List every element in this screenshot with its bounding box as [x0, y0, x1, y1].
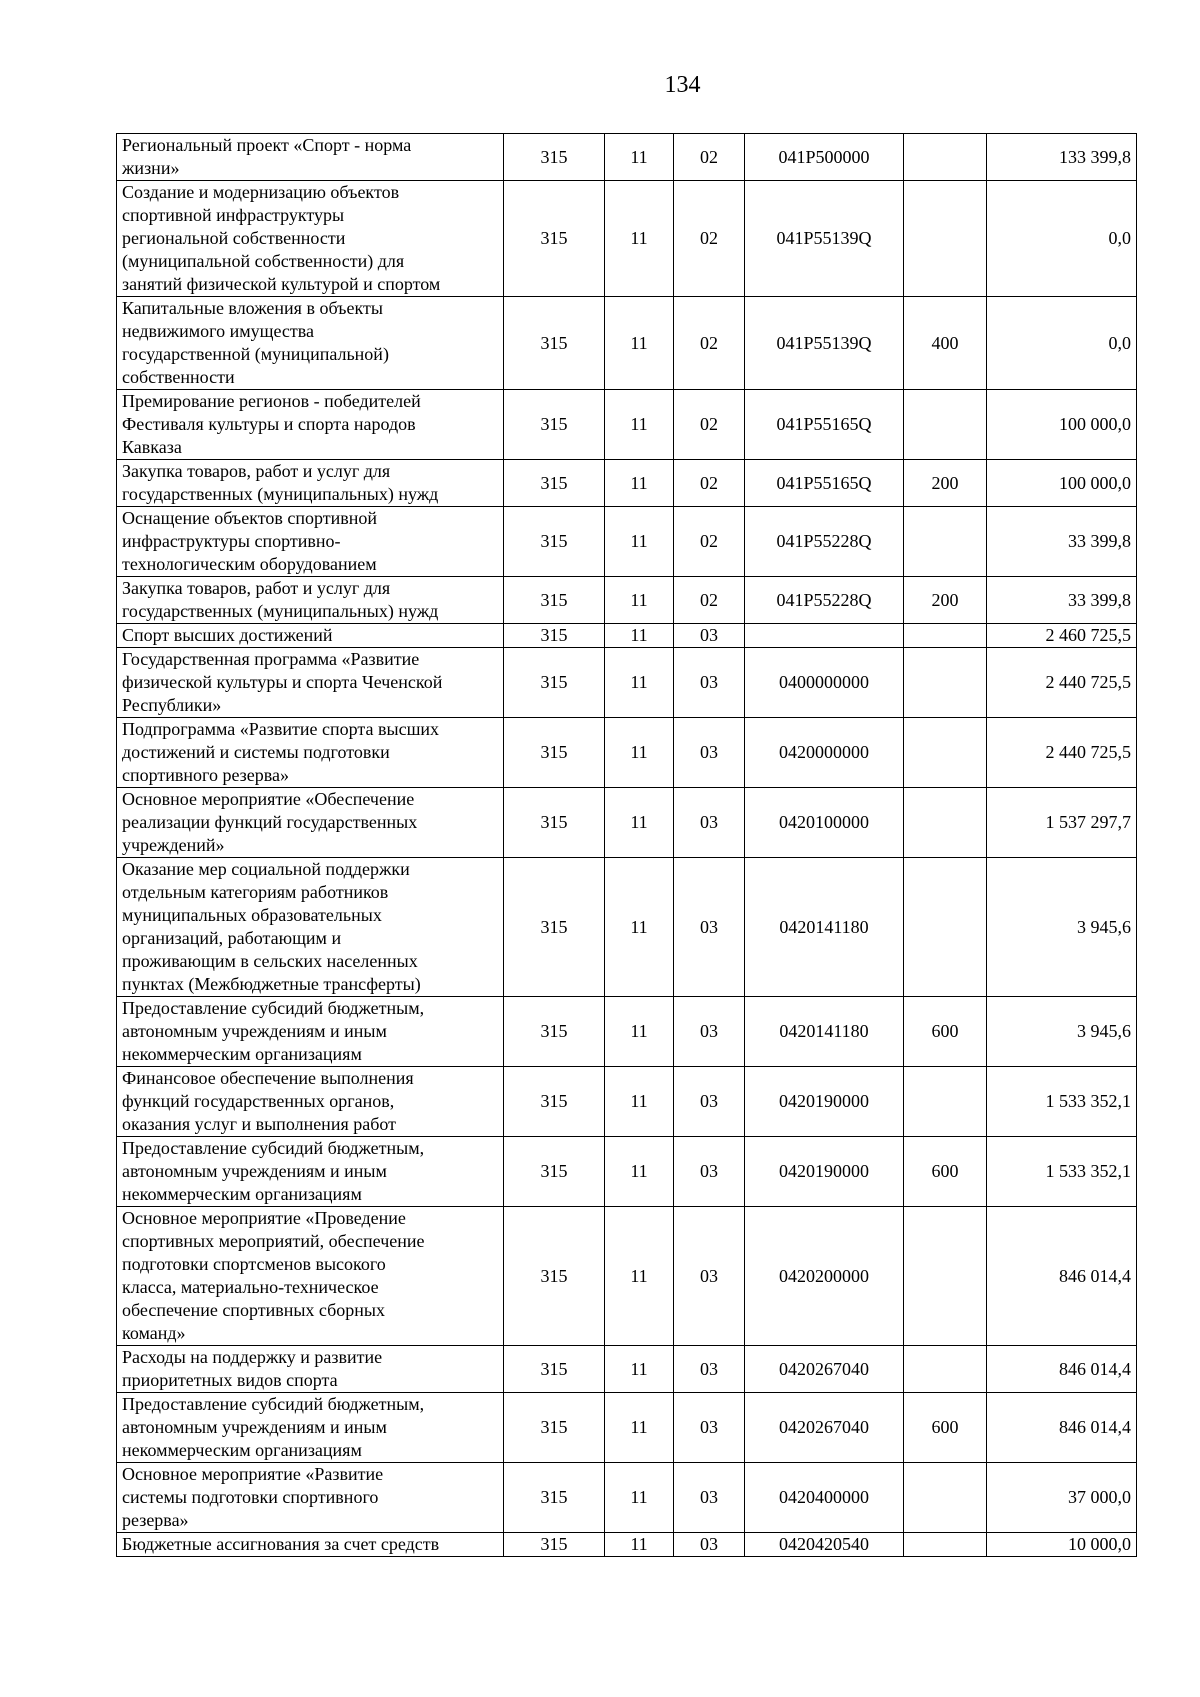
ministry-code-cell: 315: [504, 858, 605, 997]
target-item-code-cell: 041P55228Q: [745, 577, 904, 624]
expense-type-code-cell: [904, 858, 987, 997]
expense-type-code-cell: [904, 1533, 987, 1557]
table-row: [117, 181, 1137, 297]
table-row: [117, 624, 1137, 648]
section-code-cell: 11: [605, 507, 674, 577]
target-item-code-cell: 041P500000: [745, 134, 904, 181]
expense-type-code-cell: 200: [904, 460, 987, 507]
item-name-cell: Основное мероприятие «Развитие системы подготовки спортивного резерва»: [117, 1463, 504, 1533]
expense-type-code-cell: [904, 181, 987, 297]
amount-cell: 1 533 352,1: [987, 1137, 1137, 1207]
amount-cell: 0,0: [987, 181, 1137, 297]
page-number: 134: [664, 72, 701, 98]
table-row: [117, 1463, 1137, 1533]
target-item-code-cell: 0420200000: [745, 1207, 904, 1346]
item-name-cell: Подпрограмма «Развитие спорта высших достижений и системы подготовки спортивного резерва»: [117, 718, 504, 788]
ministry-code-cell: 315: [504, 718, 605, 788]
target-item-code-cell: 041P55165Q: [745, 460, 904, 507]
table-row: [117, 507, 1137, 577]
subsection-code-cell: 02: [674, 181, 745, 297]
amount-cell: 2 460 725,5: [987, 624, 1137, 648]
amount-cell: 3 945,6: [987, 997, 1137, 1067]
amount-cell: 0,0: [987, 297, 1137, 390]
item-name-cell: Региональный проект «Спорт - норма жизни»: [117, 134, 504, 181]
section-code-cell: 11: [605, 718, 674, 788]
amount-cell: 3 945,6: [987, 858, 1137, 997]
section-code-cell: 11: [605, 1137, 674, 1207]
item-name-cell: Спорт высших достижений: [117, 624, 504, 648]
amount-cell: 1 533 352,1: [987, 1067, 1137, 1137]
section-code-cell: 11: [605, 577, 674, 624]
table-row: [117, 858, 1137, 997]
target-item-code-cell: 041P55165Q: [745, 390, 904, 460]
ministry-code-cell: 315: [504, 507, 605, 577]
ministry-code-cell: 315: [504, 1393, 605, 1463]
expense-type-code-cell: [904, 134, 987, 181]
amount-cell: 2 440 725,5: [987, 648, 1137, 718]
table-row: [117, 788, 1137, 858]
ministry-code-cell: 315: [504, 134, 605, 181]
section-code-cell: 11: [605, 1463, 674, 1533]
subsection-code-cell: 02: [674, 134, 745, 181]
target-item-code-cell: 041P55228Q: [745, 507, 904, 577]
expense-type-code-cell: [904, 507, 987, 577]
item-name-cell: Бюджетные ассигнования за счет средств: [117, 1533, 504, 1557]
item-name-cell: Государственная программа «Развитие физической культуры и спорта Чеченской Республики»: [117, 648, 504, 718]
section-code-cell: 11: [605, 648, 674, 718]
expense-type-code-cell: 600: [904, 1393, 987, 1463]
target-item-code-cell: 0420267040: [745, 1393, 904, 1463]
target-item-code-cell: 0400000000: [745, 648, 904, 718]
target-item-code-cell: 0420190000: [745, 1137, 904, 1207]
item-name-cell: Оказание мер социальной поддержки отдельным категориям работников муниципальных образовательных организаций, работающим и проживающим в сельских населенных пунктах (Межбюджетные трансферты): [117, 858, 504, 997]
target-item-code-cell: 0420141180: [745, 858, 904, 997]
ministry-code-cell: 315: [504, 181, 605, 297]
item-name-cell: Капитальные вложения в объекты недвижимого имущества государственной (муниципальной) собственности: [117, 297, 504, 390]
subsection-code-cell: 03: [674, 624, 745, 648]
subsection-code-cell: 02: [674, 297, 745, 390]
target-item-code-cell: 0420267040: [745, 1346, 904, 1393]
expense-type-code-cell: 200: [904, 577, 987, 624]
subsection-code-cell: 02: [674, 460, 745, 507]
subsection-code-cell: 03: [674, 1207, 745, 1346]
item-name-cell: Предоставление субсидий бюджетным, автономным учреждениям и иным некоммерческим организациям: [117, 1393, 504, 1463]
table-body: [117, 134, 1137, 1557]
table-row: [117, 1067, 1137, 1137]
expense-type-code-cell: [904, 718, 987, 788]
amount-cell: 33 399,8: [987, 577, 1137, 624]
ministry-code-cell: 315: [504, 297, 605, 390]
target-item-code-cell: 0420420540: [745, 1533, 904, 1557]
table-row: [117, 718, 1137, 788]
ministry-code-cell: 315: [504, 460, 605, 507]
subsection-code-cell: 03: [674, 718, 745, 788]
target-item-code-cell: 0420100000: [745, 788, 904, 858]
item-name-cell: Предоставление субсидий бюджетным, автономным учреждениям и иным некоммерческим организациям: [117, 1137, 504, 1207]
target-item-code-cell: 0420400000: [745, 1463, 904, 1533]
subsection-code-cell: 02: [674, 577, 745, 624]
item-name-cell: Закупка товаров, работ и услуг для государственных (муниципальных) нужд: [117, 460, 504, 507]
target-item-code-cell: 041P55139Q: [745, 297, 904, 390]
table-row: [117, 297, 1137, 390]
target-item-code-cell: [745, 624, 904, 648]
subsection-code-cell: 03: [674, 788, 745, 858]
table-row: [117, 1533, 1137, 1557]
amount-cell: 133 399,8: [987, 134, 1137, 181]
item-name-cell: Предоставление субсидий бюджетным, автономным учреждениям и иным некоммерческим организациям: [117, 997, 504, 1067]
expense-type-code-cell: [904, 624, 987, 648]
item-name-cell: Финансовое обеспечение выполнения функций государственных органов, оказания услуг и выполнения работ: [117, 1067, 504, 1137]
ministry-code-cell: 315: [504, 1207, 605, 1346]
section-code-cell: 11: [605, 1067, 674, 1137]
amount-cell: 10 000,0: [987, 1533, 1137, 1557]
item-name-cell: Оснащение объектов спортивной инфраструктуры спортивно- технологическим оборудованием: [117, 507, 504, 577]
ministry-code-cell: 315: [504, 997, 605, 1067]
expense-type-code-cell: 400: [904, 297, 987, 390]
subsection-code-cell: 02: [674, 390, 745, 460]
subsection-code-cell: 03: [674, 1346, 745, 1393]
table-row: [117, 134, 1137, 181]
target-item-code-cell: 041P55139Q: [745, 181, 904, 297]
amount-cell: 1 537 297,7: [987, 788, 1137, 858]
section-code-cell: 11: [605, 1207, 674, 1346]
section-code-cell: 11: [605, 788, 674, 858]
ministry-code-cell: 315: [504, 1346, 605, 1393]
expense-type-code-cell: [904, 1067, 987, 1137]
table-row: [117, 390, 1137, 460]
section-code-cell: 11: [605, 181, 674, 297]
expense-type-code-cell: [904, 788, 987, 858]
amount-cell: 846 014,4: [987, 1393, 1137, 1463]
amount-cell: 37 000,0: [987, 1463, 1137, 1533]
target-item-code-cell: 0420000000: [745, 718, 904, 788]
section-code-cell: 11: [605, 460, 674, 507]
subsection-code-cell: 03: [674, 1393, 745, 1463]
expense-type-code-cell: 600: [904, 1137, 987, 1207]
subsection-code-cell: 03: [674, 1533, 745, 1557]
subsection-code-cell: 03: [674, 997, 745, 1067]
item-name-cell: Премирование регионов - победителей Фестиваля культуры и спорта народов Кавказа: [117, 390, 504, 460]
table-row: [117, 1393, 1137, 1463]
ministry-code-cell: 315: [504, 1463, 605, 1533]
table-row: [117, 648, 1137, 718]
section-code-cell: 11: [605, 1533, 674, 1557]
section-code-cell: 11: [605, 1393, 674, 1463]
ministry-code-cell: 315: [504, 1137, 605, 1207]
expense-type-code-cell: [904, 1207, 987, 1346]
subsection-code-cell: 03: [674, 1067, 745, 1137]
amount-cell: 100 000,0: [987, 460, 1137, 507]
section-code-cell: 11: [605, 997, 674, 1067]
section-code-cell: 11: [605, 858, 674, 997]
item-name-cell: Закупка товаров, работ и услуг для государственных (муниципальных) нужд: [117, 577, 504, 624]
target-item-code-cell: 0420141180: [745, 997, 904, 1067]
subsection-code-cell: 03: [674, 1137, 745, 1207]
expense-type-code-cell: [904, 648, 987, 718]
table-row: [117, 1207, 1137, 1346]
subsection-code-cell: 03: [674, 858, 745, 997]
ministry-code-cell: 315: [504, 577, 605, 624]
amount-cell: 100 000,0: [987, 390, 1137, 460]
section-code-cell: 11: [605, 1346, 674, 1393]
table-row: [117, 577, 1137, 624]
amount-cell: 2 440 725,5: [987, 718, 1137, 788]
ministry-code-cell: 315: [504, 788, 605, 858]
expense-type-code-cell: [904, 390, 987, 460]
subsection-code-cell: 03: [674, 1463, 745, 1533]
ministry-code-cell: 315: [504, 648, 605, 718]
section-code-cell: 11: [605, 134, 674, 181]
item-name-cell: Основное мероприятие «Обеспечение реализации функций государственных учреждений»: [117, 788, 504, 858]
table-row: [117, 460, 1137, 507]
ministry-code-cell: 315: [504, 1067, 605, 1137]
item-name-cell: Расходы на поддержку и развитие приоритетных видов спорта: [117, 1346, 504, 1393]
ministry-code-cell: 315: [504, 1533, 605, 1557]
item-name-cell: Создание и модернизацию объектов спортивной инфраструктуры региональной собственности (муниципальной собственности) для занятий физической культурой и спортом: [117, 181, 504, 297]
subsection-code-cell: 03: [674, 648, 745, 718]
section-code-cell: 11: [605, 624, 674, 648]
table-row: [117, 997, 1137, 1067]
table-row: [117, 1346, 1137, 1393]
ministry-code-cell: 315: [504, 390, 605, 460]
subsection-code-cell: 02: [674, 507, 745, 577]
expense-type-code-cell: [904, 1346, 987, 1393]
budget-table: [116, 133, 1137, 1557]
expense-type-code-cell: 600: [904, 997, 987, 1067]
amount-cell: 33 399,8: [987, 507, 1137, 577]
section-code-cell: 11: [605, 390, 674, 460]
table-row: [117, 1137, 1137, 1207]
section-code-cell: 11: [605, 297, 674, 390]
item-name-cell: Основное мероприятие «Проведение спортивных мероприятий, обеспечение подготовки спортсменов высокого класса, материально-техническое обеспечение спортивных сборных команд»: [117, 1207, 504, 1346]
amount-cell: 846 014,4: [987, 1207, 1137, 1346]
target-item-code-cell: 0420190000: [745, 1067, 904, 1137]
ministry-code-cell: 315: [504, 624, 605, 648]
amount-cell: 846 014,4: [987, 1346, 1137, 1393]
expense-type-code-cell: [904, 1463, 987, 1533]
